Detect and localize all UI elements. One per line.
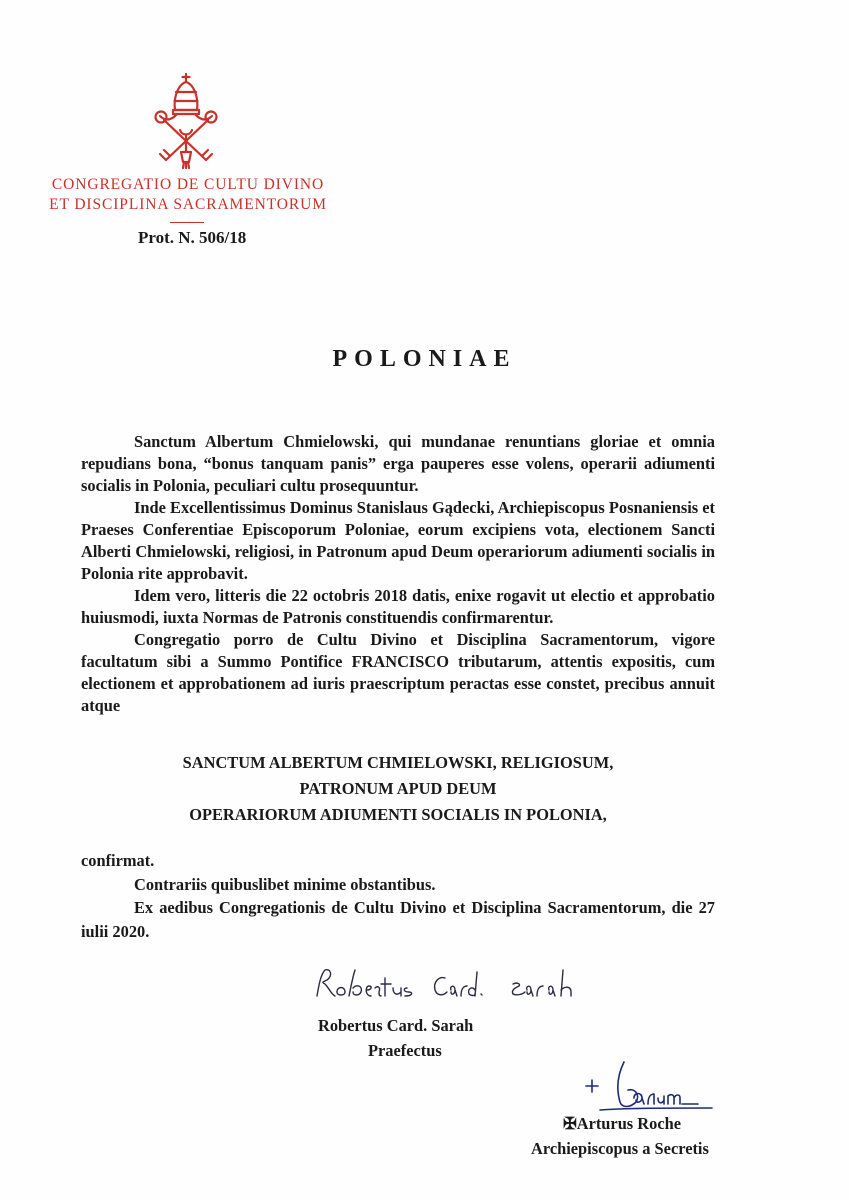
declaration-line: SANCTUM ALBERTUM CHMIELOWSKI, RELIGIOSUM, (182, 753, 614, 772)
secretary-signature (578, 1058, 718, 1118)
letterhead-line-2: ET DISCIPLINA SACRAMENTORUM (49, 196, 327, 213)
letterhead-line-1: CONGREGATIO DE CULTU DIVINO (51, 176, 325, 193)
prefect-name: Robertus Card. Sarah (318, 1016, 474, 1035)
contrariis-text: Contrariis quibuslibet minime obstantibus. (134, 874, 436, 894)
prefect-role: Praefectus (368, 1041, 442, 1060)
paragraph: Inde Excellentissimus Dominus Stanislaus Gądecki, Archiepiscopus Posnaniensis et Praeses Conferentiae Episcoporum Poloniae, eorum excipiens vota, electionem Sancti Alberti Chmielowski, religiosi, in Patronum apud Deum operariorum adiumenti socialis in Polonia rite approbavit. (81, 498, 715, 583)
protocol-number: Prot. N. 506/18 (138, 228, 247, 247)
letterhead-divider (170, 222, 204, 223)
declaration-line: OPERARIORUM ADIUMENTI SOCIALIS IN POLONIA, (189, 805, 607, 824)
decree-body (81, 431, 715, 717)
papal-keys-emblem-icon (146, 72, 226, 170)
confirmat-text: confirmat. (81, 851, 155, 870)
declaration-block (81, 750, 715, 828)
date-place-text: Ex aedibus Congregationis de Cultu Divino et Disciplina Sacramentorum, die 27 iulii 2020. (81, 898, 715, 941)
secretary-name: ✠Arturus Roche (563, 1114, 681, 1133)
paragraph: Idem vero, litteris die 22 octobris 2018 datis, enixe rogavit ut electio et approbatio huiusmodi, iuxta Normas de Patronis constituendis confirmarentur. (81, 586, 715, 627)
paragraph: Congregatio porro de Cultu Divino et Disciplina Sacramentorum, vigore facultatum sibi a Summo Pontifice FRANCISCO tributarum, attentis expositis, cum electionem et approbationem ad iuris praescriptum peractas esse constet, precibus annuit atque (81, 630, 715, 715)
secretary-role: Archiepiscopus a Secretis (531, 1139, 709, 1158)
prefect-signature (313, 962, 613, 1007)
document-title: POLONIAE (332, 346, 517, 372)
declaration-line: PATRONUM APUD DEUM (299, 779, 497, 798)
paragraph: Sanctum Albertum Chmielowski, qui mundanae renuntians gloriae et omnia repudians bona, “bonus tanquam panis” erga pauperes esse volens, operarii adiumenti socialis in Polonia, peculiari cultu prosequuntur. (81, 432, 715, 495)
closing-block (81, 849, 715, 943)
